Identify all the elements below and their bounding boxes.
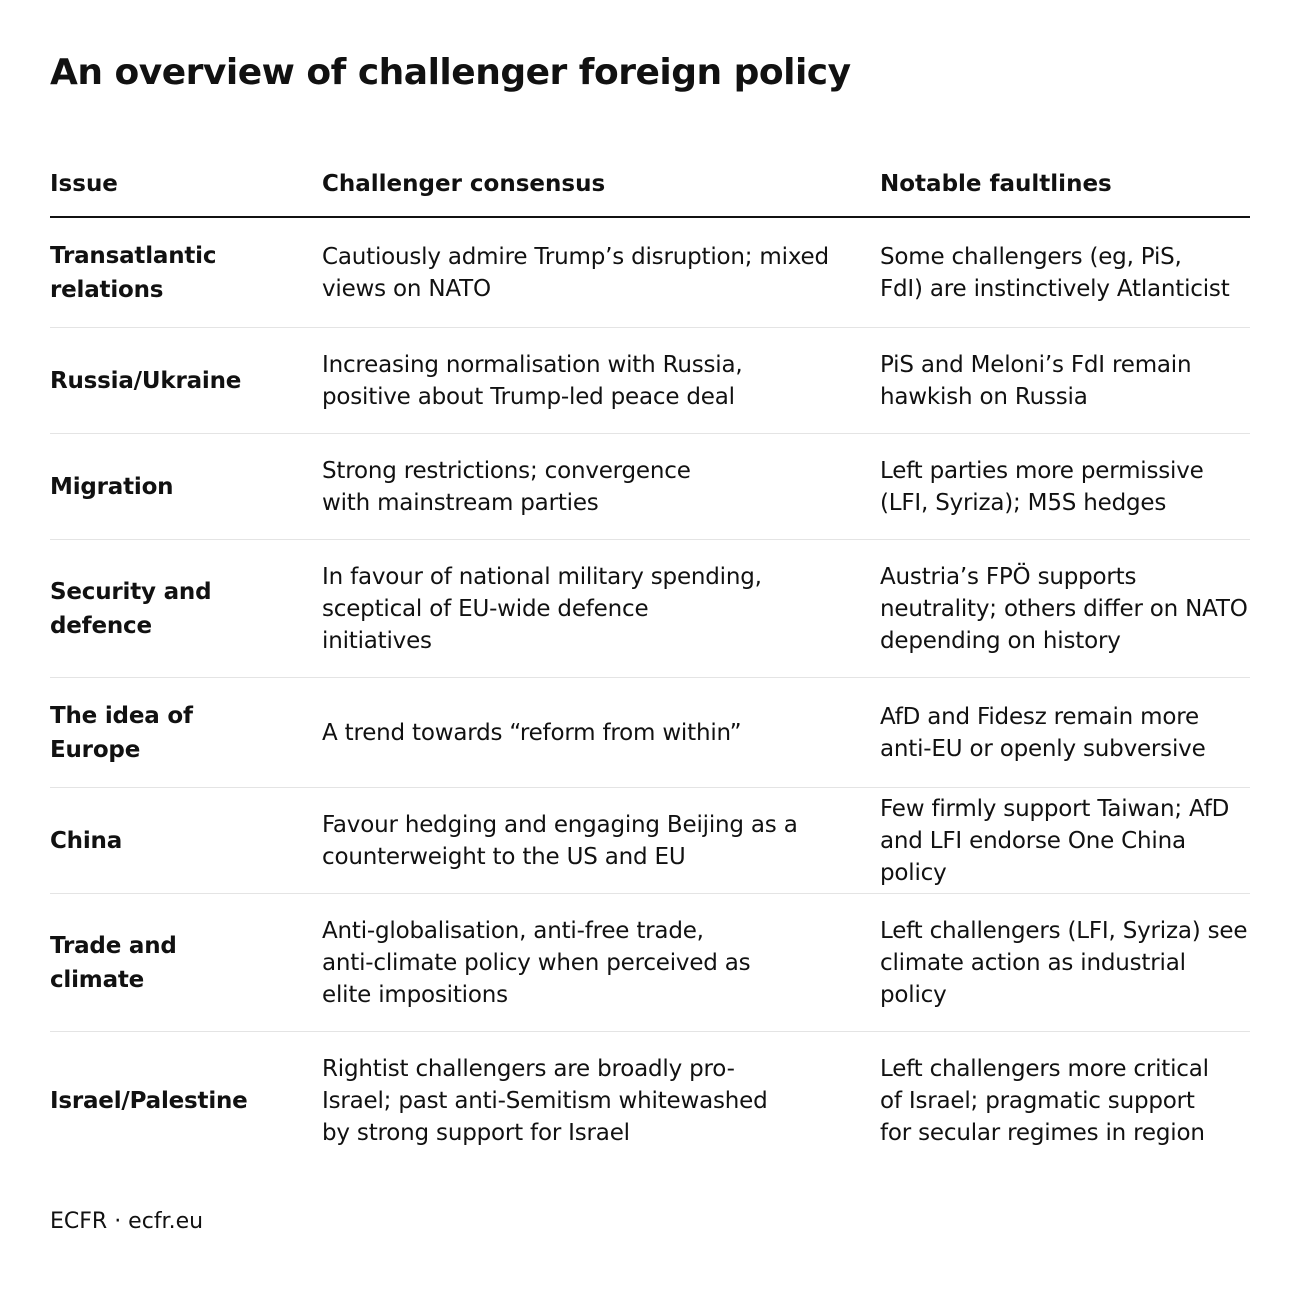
- consensus-cell: Rightist challengers are broadly pro-Israel; past anti-Semitism whitewashed by strong support for Israel: [322, 1056, 768, 1146]
- header-issue: Issue: [50, 171, 118, 197]
- issue-cell: Israel/Palestine: [50, 1088, 248, 1114]
- page-title: An overview of challenger foreign policy: [50, 52, 851, 93]
- table-row: [50, 218, 1250, 328]
- consensus-cell: Anti-globalisation, anti-free trade, anti-climate policy when perceived as elite impositions: [322, 917, 751, 1008]
- faultlines-cell: Left challengers more critical of Israel; pragmatic support for secular regimes in region: [880, 1056, 1209, 1146]
- faultlines-cell: Left challengers (LFI, Syriza) see climate action as industrial policy: [880, 917, 1248, 1008]
- consensus-cell: Cautiously admire Trump’s disruption; mixed views on NATO: [322, 243, 829, 302]
- policy-table: [50, 152, 1250, 1170]
- issue-cell: Russia/Ukraine: [50, 367, 242, 394]
- header-faultlines: Notable faultlines: [880, 171, 1112, 197]
- table-row: [50, 540, 1250, 678]
- table-header: [50, 152, 1250, 218]
- issue-cell: China: [50, 827, 123, 854]
- faultlines-cell: Some challengers (eg, PiS, FdI) are instinctively Atlanticist: [880, 243, 1230, 302]
- issue-cell: Migration: [50, 473, 174, 500]
- table-row: [50, 1032, 1250, 1170]
- consensus-cell: Favour hedging and engaging Beijing as a counterweight to the US and EU: [322, 811, 798, 870]
- page: [50, 0, 1250, 1292]
- issue-cell: Security and defence: [50, 578, 212, 639]
- issue-cell: Transatlantic relations: [50, 242, 217, 303]
- table-row: [50, 678, 1250, 788]
- faultlines-cell: PiS and Meloni’s FdI remain hawkish on Russia: [880, 351, 1192, 410]
- source-footer: ECFR · ecfr.eu: [50, 1209, 204, 1234]
- issue-cell: The idea of Europe: [50, 702, 193, 763]
- table-row: [50, 328, 1250, 434]
- table-row: [50, 894, 1250, 1032]
- header-consensus: Challenger consensus: [322, 171, 606, 197]
- faultlines-cell: Few firmly support Taiwan; AfD and LFI endorse One China policy: [880, 795, 1230, 886]
- consensus-cell: Strong restrictions; convergence with mainstream parties: [322, 457, 691, 516]
- faultlines-cell: Austria’s FPÖ supports neutrality; others differ on NATO depending on history: [880, 563, 1248, 654]
- faultlines-cell: AfD and Fidesz remain more anti-EU or openly subversive: [880, 703, 1206, 762]
- faultlines-cell: Left parties more permissive (LFI, Syriza); M5S hedges: [880, 457, 1204, 516]
- consensus-cell: A trend towards “reform from within”: [322, 719, 742, 746]
- table-row: [50, 434, 1250, 540]
- table-row: [50, 788, 1250, 894]
- consensus-cell: Increasing normalisation with Russia, positive about Trump-led peace deal: [322, 351, 743, 410]
- consensus-cell: In favour of national military spending, sceptical of EU-wide defence initiatives: [322, 563, 762, 654]
- issue-cell: Trade and climate: [50, 932, 177, 993]
